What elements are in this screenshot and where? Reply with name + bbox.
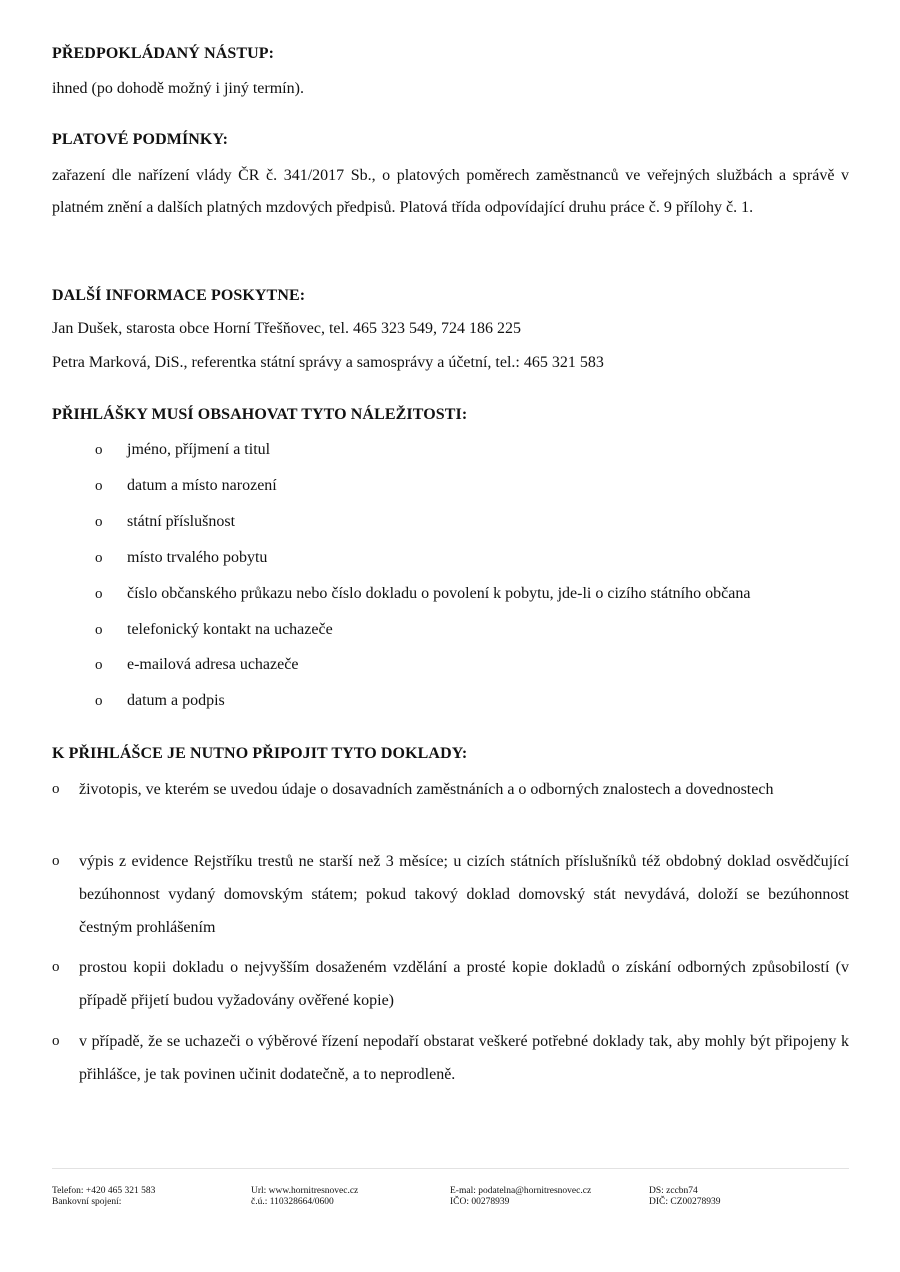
list-item: v případě, že se uchazeči o výběrové řízení nepodaří obstarat veškeré potřebné doklady tak, aby mohly být připojeny k přihlášce, je tak povinen učinit dodatečně, a to neprodleně. — [79, 1033, 849, 1083]
bullet-icon: o — [95, 478, 103, 494]
start-heading: PŘEDPOKLÁDANÝ NÁSTUP: — [52, 45, 275, 62]
bullet-icon: o — [95, 442, 103, 458]
list-item: prostou kopii dokladu o nejvyšším dosaženém vzdělání a prosté kopie dokladů o získání odborných způsobilostí (v případě přijetí budou vyžadovány ověřené kopie) — [79, 959, 849, 1009]
list-item: jméno, příjmení a titul — [127, 441, 271, 458]
bullet-icon: o — [95, 693, 103, 709]
list-item: státní příslušnost — [127, 513, 236, 530]
list-item: číslo občanského průkazu nebo číslo dokladu o povolení k pobytu, jde-li o cizího státního občana — [127, 585, 751, 602]
info-heading: DALŠÍ INFORMACE POSKYTNE: — [52, 287, 306, 304]
footer-dic: DIČ: CZ00278939 — [649, 1197, 721, 1207]
bullet-icon: o — [95, 586, 103, 602]
list-item: datum a místo narození — [127, 477, 277, 494]
footer-url: Url: www.hornitresnovec.cz — [251, 1186, 359, 1196]
contact-line: Jan Dušek, starosta obce Horní Třešňovec, tel. 465 323 549, 724 186 225 — [52, 320, 521, 337]
bullet-icon: o — [52, 781, 60, 797]
bullet-icon: o — [95, 657, 103, 673]
documents-heading: K PŘIHLÁŠCE JE NUTNO PŘIPOJIT TYTO DOKLADY: — [52, 745, 468, 762]
bullet-icon: o — [52, 1033, 60, 1049]
list-item: místo trvalého pobytu — [127, 549, 268, 566]
list-item: telefonický kontakt na uchazeče — [127, 621, 333, 638]
salary-text: zařazení dle nařízení vlády ČR č. 341/2017 Sb., o platových poměrech zaměstnanců ve veřejných službách a správě v platném znění a dalších platných mzdových předpisů. Platová třída odpovídající druhu práce č. 9 přílohy č. 1. — [52, 167, 849, 216]
footer-phone: Telefon: +420 465 321 583 — [52, 1186, 156, 1196]
footer-ico: IČO: 00278939 — [450, 1197, 510, 1207]
salary-heading: PLATOVÉ PODMÍNKY: — [52, 131, 229, 148]
contact-line: Petra Marková, DiS., referentka státní správy a samosprávy a účetní, tel.: 465 321 583 — [52, 354, 604, 371]
bullet-icon: o — [52, 959, 60, 975]
list-item: datum a podpis — [127, 692, 225, 709]
footer-email: E-mal: podatelna@hornitresnovec.cz — [450, 1186, 592, 1196]
bullet-icon: o — [95, 550, 103, 566]
list-item: e-mailová adresa uchazeče — [127, 656, 299, 673]
footer-bank: Bankovní spojení: — [52, 1197, 122, 1207]
footer-ds: DS: zccbn74 — [649, 1186, 698, 1196]
bullet-icon: o — [52, 853, 60, 869]
application-heading: PŘIHLÁŠKY MUSÍ OBSAHOVAT TYTO NÁLEŽITOSTI: — [52, 406, 468, 423]
bullet-icon: o — [95, 514, 103, 530]
list-item: životopis, ve kterém se uvedou údaje o dosavadních zaměstnáních a o odborných znalostech a dovednostech — [79, 781, 774, 798]
list-item: výpis z evidence Rejstříku trestů ne starší než 3 měsíce; u cizích státních příslušníků též obdobný doklad osvědčující bezúhonnost vydaný domovským státem; pokud takový doklad domovský stát nevydává, doloží se bezúhonnost čestným prohlášením — [79, 853, 849, 936]
footer-divider — [52, 1168, 849, 1169]
bullet-icon: o — [95, 622, 103, 638]
start-text: ihned (po dohodě možný i jiný termín). — [52, 80, 304, 97]
footer-account: č.ú.: 110328664/0600 — [251, 1197, 334, 1207]
